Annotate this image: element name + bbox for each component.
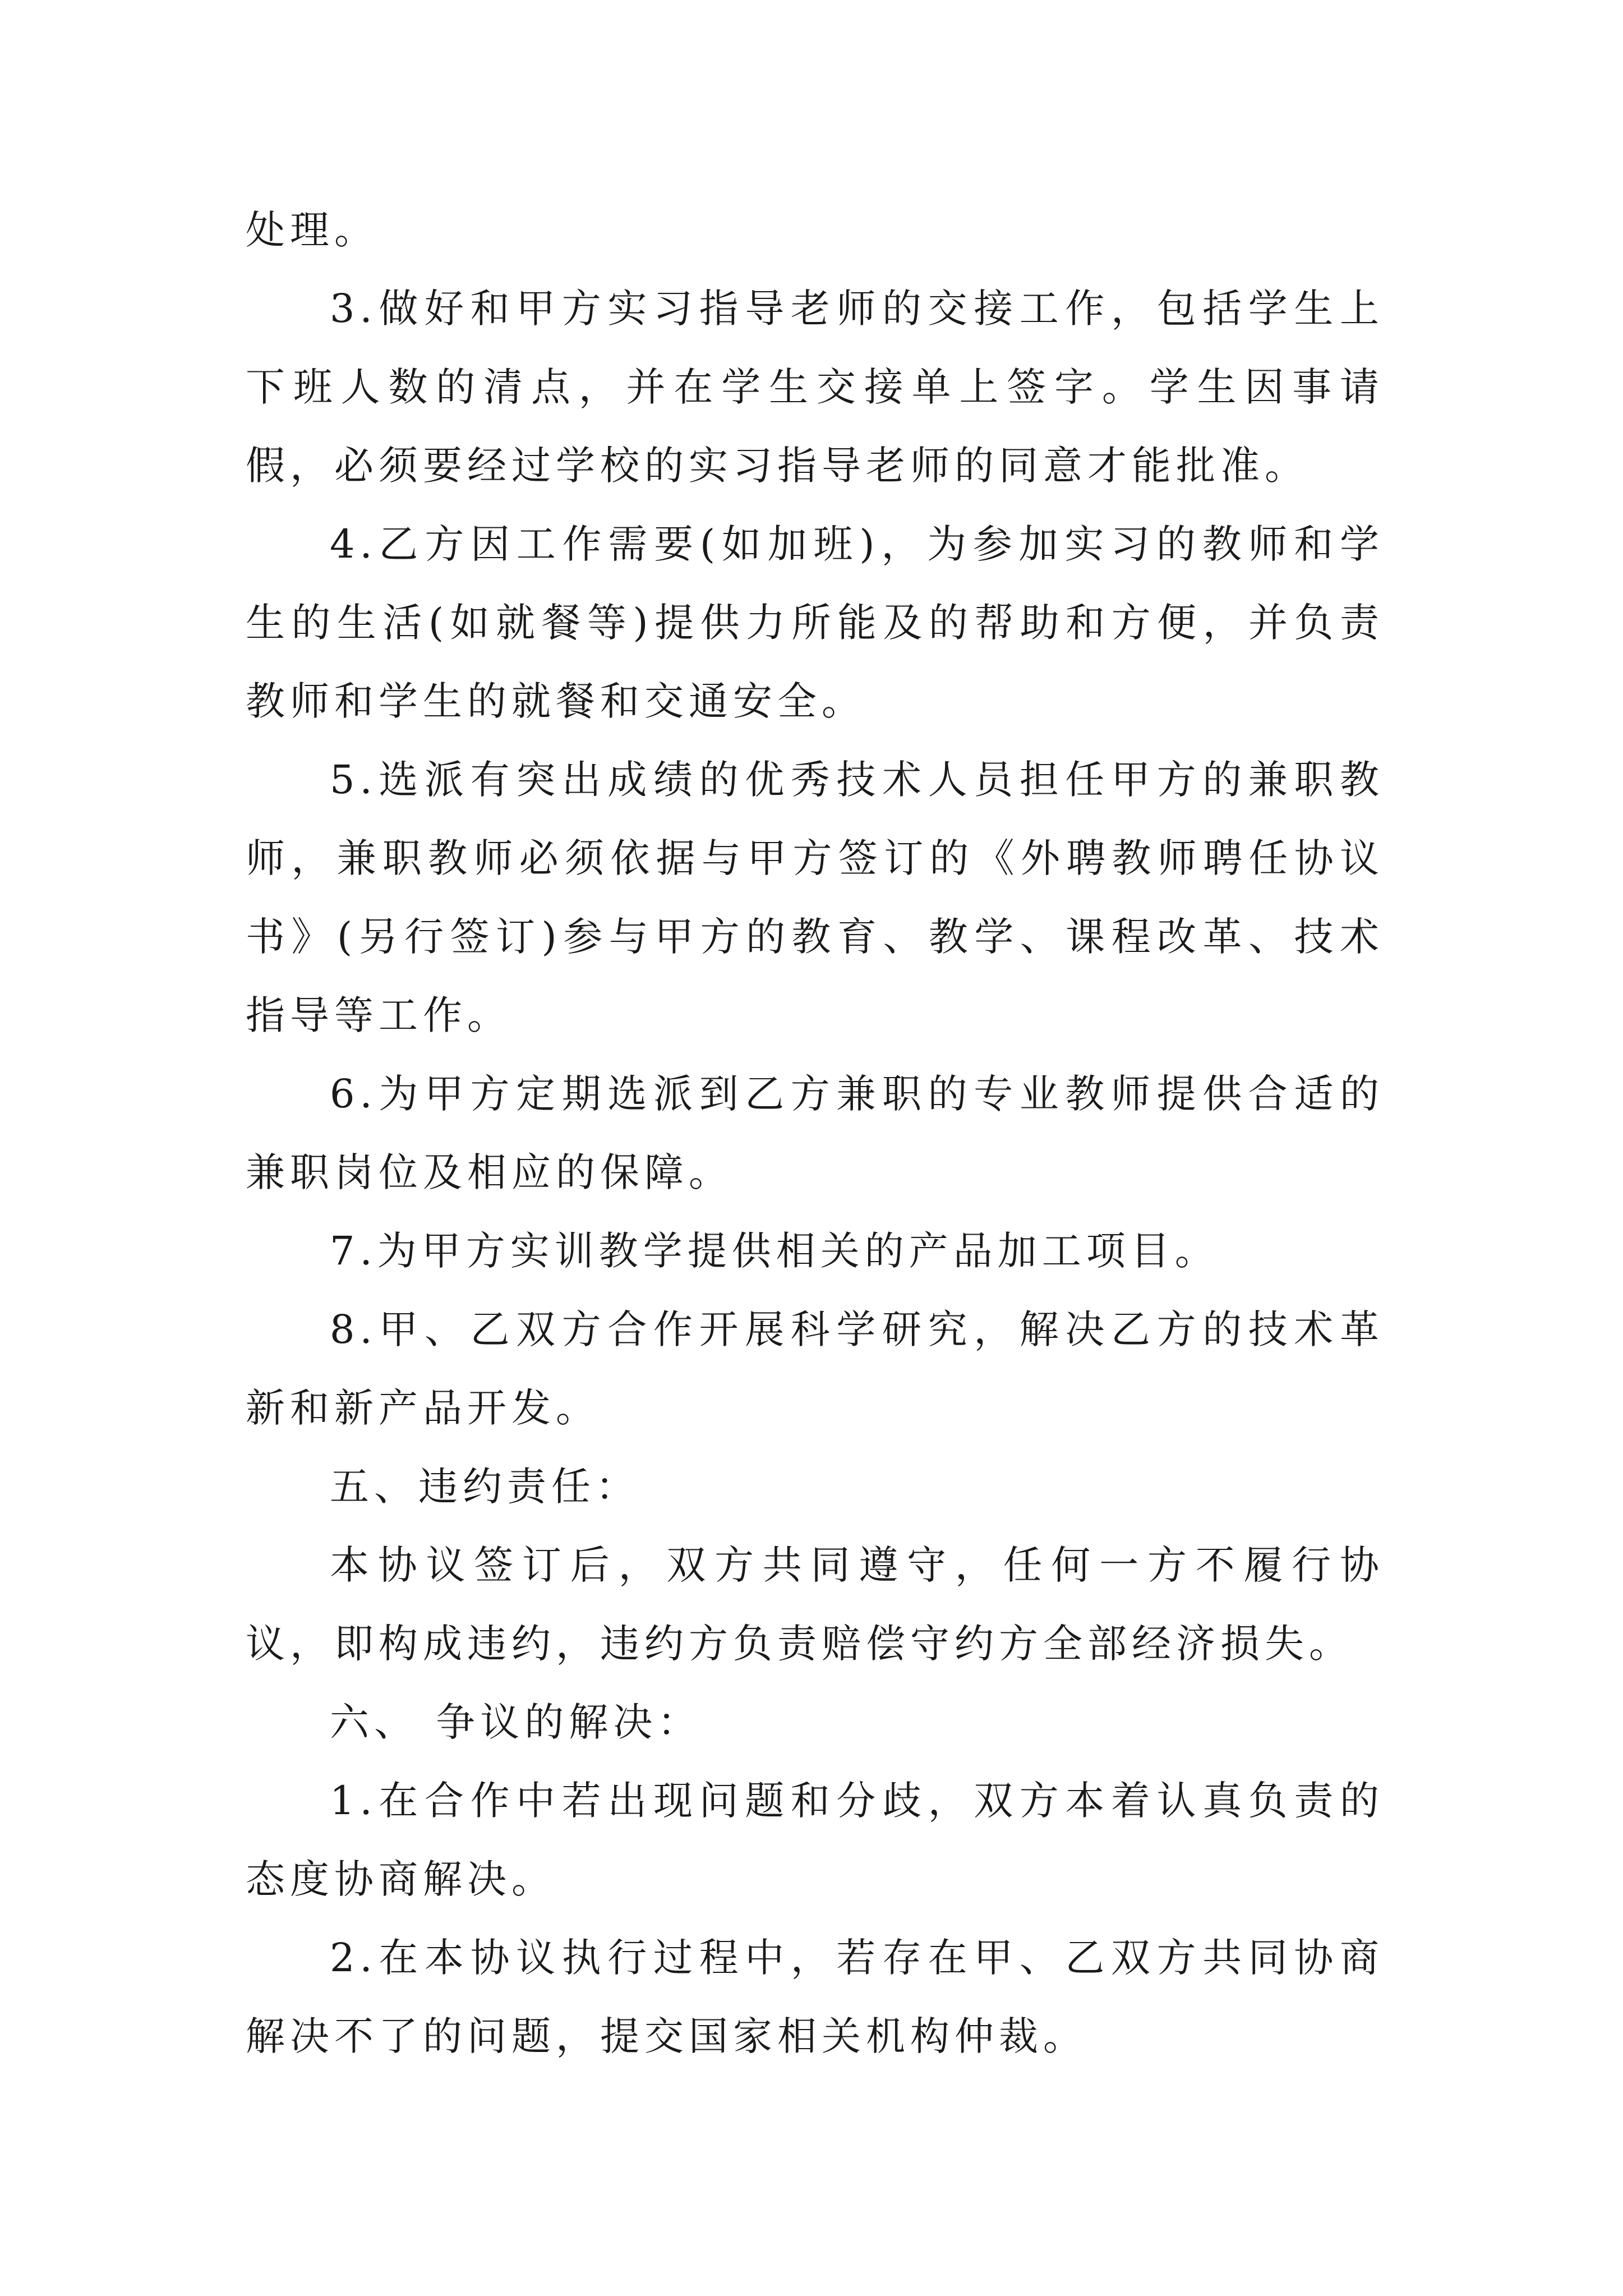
section-heading-breach: 五、违约责任： [330,1464,640,1510]
paragraph-dispute-1: 1.在合作中若出现问题和分歧，双方本着认真负责的态度协商解决。 [246,1778,1384,1902]
paragraph-item-8: 8.甲、乙双方合作开展科学研究，解决乙方的技术革新和新产品开发。 [246,1306,1384,1431]
paragraph-continuation: 处理。 [246,207,379,253]
paragraph-item-5: 5.选派有突出成绩的优秀技术人员担任甲方的兼职教师，兼职教师必须依据与甲方签订的《外聘教师聘任协议书》(另行签订)参与甲方的教育、教学、课程改革、技术指导等工作。 [246,757,1384,1038]
paragraph-breach-body: 本协议签订后，双方共同遵守，任何一方不履行协议，即构成违约，违约方负责赔偿守约方全部经济损失。 [246,1542,1384,1667]
paragraph-item-3: 3.做好和甲方实习指导老师的交接工作，包括学生上下班人数的清点，并在学生交接单上签字。学生因事请假，必须要经过学校的实习指导老师的同意才能批准。 [246,286,1384,489]
paragraph-item-6: 6.为甲方定期选派到乙方兼职的专业教师提供合适的兼职岗位及相应的保障。 [246,1071,1384,1195]
paragraph-dispute-2: 2.在本协议执行过程中，若存在甲、乙双方共同协商解决不了的问题，提交国家相关机构仲裁。 [246,1935,1384,2059]
section-heading-dispute: 六、 争议的解决： [330,1699,702,1745]
paragraph-item-4: 4.乙方因工作需要(如加班)，为参加实习的教师和学生的生活(如就餐等)提供力所能及的帮助和方便，并负责教师和学生的就餐和交通安全。 [246,521,1384,724]
paragraph-item-7: 7.为甲方实训教学提供相关的产品加工项目。 [330,1228,1219,1274]
document-body [246,191,1384,2076]
